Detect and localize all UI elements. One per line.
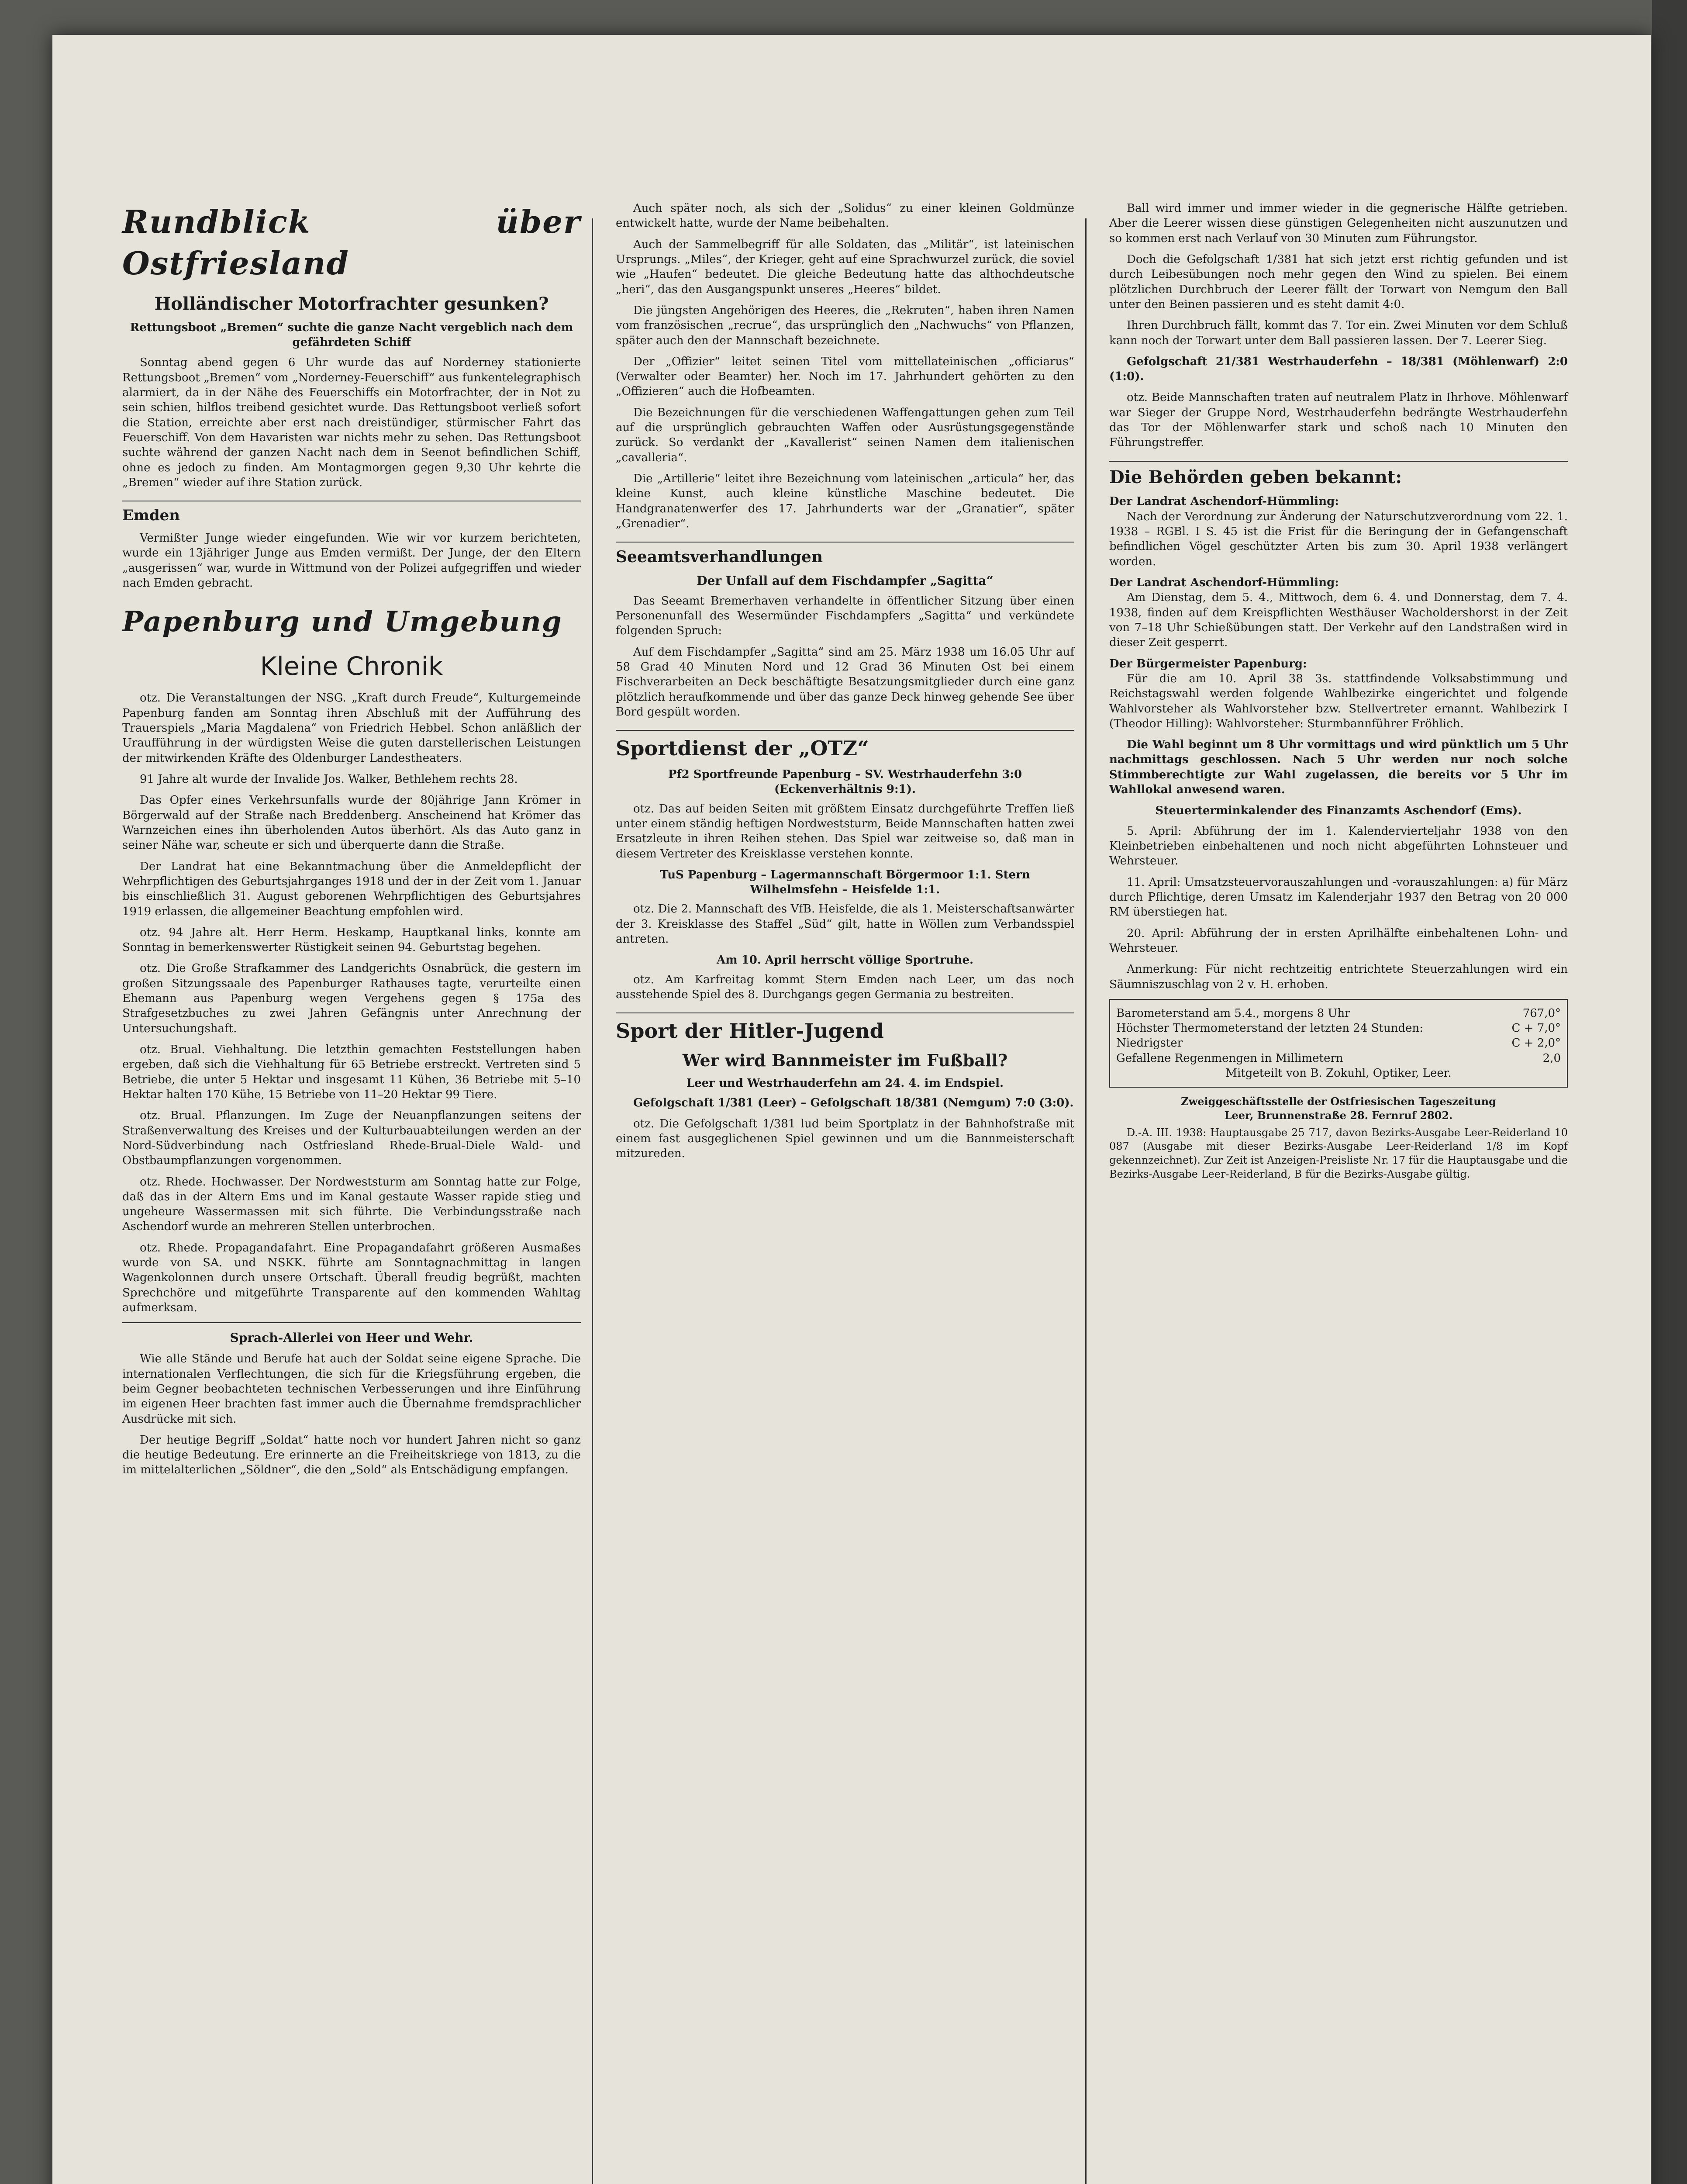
divider <box>122 1322 581 1323</box>
section-title-papenburg: Papenburg und Umgebung <box>122 605 562 639</box>
article-subheadline: Leer und Westrhauderfehn am 24. 4. im Endspiel. <box>686 1077 1004 1090</box>
weather-value: 2,0 <box>1542 1051 1561 1065</box>
article-paragraph: otz. Rhede. Propagandafahrt. Eine Propagandafahrt größeren Ausmaßes wurde von SA. und NSKK. führte am Sonntagnachmittag in langen Wagenkolonnen durch unsere Ortschaft. Überall freudig begrüßt, machten Sprechchöre und mitgeführte Transparente auf den kommenden Wahltag aufmerksam. <box>122 1241 581 1314</box>
weather-credit: Mitgeteilt von B. Zokuhl, Optiker, Leer. <box>1225 1067 1452 1080</box>
article-paragraph: Die jüngsten Angehörigen des Heeres, die „Rekruten“, haben ihren Namen vom französischen „recrue“, das ursprünglich den „Nachwuchs“ von Pflanzen, später auch den der Mannschaft bezeichnete. <box>616 304 1074 347</box>
article-subheadline: Rettungsboot „Bremen“ suchte die ganze Nacht vergeblich nach dem gefährdeten Schiff <box>130 321 573 349</box>
article-paragraph: otz. Die 2. Mannschaft des VfB. Heisfelde, die als 1. Meisterschaftsanwärter der 3. Kreisklasse des Staffel „Süd“ gilt, hatte in Wöllen zum Verbandsspiel antreten. <box>616 902 1074 946</box>
weather-value: C + 7,0° <box>1511 1022 1561 1035</box>
article-paragraph: Das Opfer eines Verkehrsunfalls wurde der 80jährige Jann Krömer in Börgerwald auf der Straße nach Breddenberg. Anscheinend hat Krömer das Warnzeichen eines ihn überholenden Autos überhört. Als das Auto ganz in seiner Nähe war, scheute er sich und überquerte dann die Straße. <box>122 794 581 852</box>
article-paragraph: Das Seeamt Bremerhaven verhandelte in öffentlicher Sitzung über einen Personenunfall des Wesermünder Fischdampfers „Sagitta“ und verkündete folgenden Spruch: <box>616 594 1074 638</box>
sport-notice: Am 10. April herrscht völlige Sportruhe. <box>716 954 974 967</box>
article-paragraph: otz. Am Karfreitag kommt Stern Emden nach Leer, um das noch ausstehende Spiel des 8. Durchgangs gegen Germania zu bestreiten. <box>616 973 1074 1001</box>
article-paragraph: otz. 94 Jahre alt. Herr Herm. Heskamp, Hauptkanal links, konnte am Sonntag in bemerkenswerter Rüstigkeit seinen 94. Geburtstag begehen. <box>122 926 581 954</box>
article-paragraph: Auf dem Fischdampfer „Sagitta“ sind am 25. März 1938 um 16.05 Uhr auf 58 Grad 40 Minuten Nord und 12 Grad 36 Minuten Ost bei einem Fischverarbeiten an Deck beschäftigte Besatzungsmitglieder durch eine ganz plötzlich heraufkommende und über das ganze Deck hinweg gehende See über Bord gespült worden. <box>616 645 1074 719</box>
tax-item: 5. April: Abführung der im 1. Kalendervierteljahr 1938 von den Kleinbetrieben einbehaltenen und noch nicht abgeführten Lohnsteuer und Wehrsteuer. <box>1109 824 1568 868</box>
column-2 <box>616 201 1074 1168</box>
article-paragraph: Die Wahl beginnt um 8 Uhr vormittags und wird pünktlich um 5 Uhr nachmittags geschlossen. Nach 5 Uhr werden nur noch solche Stimmberechtigte zur Wahl zugelassen, die bereits vor 5 Uhr im Wahllokal anwesend waren. <box>1109 738 1568 797</box>
weather-label: Höchster Thermometerstand der letzten 24 Stunden: <box>1116 1022 1424 1035</box>
section-subtitle-chronik: Kleine Chronik <box>260 651 443 681</box>
article-paragraph: Die „Artillerie“ leitet ihre Bezeichnung vom lateinischen „articula“ her, das kleine Kunst, auch kleine künstliche Maschine bedeutet. Die Handgranatenwerfer des 17. Jahrhunderts war der „Granatier“, später „Grenadier“. <box>616 472 1074 530</box>
tax-item: 11. April: Umsatzsteuervorauszahlungen und -vorauszahlungen: a) für März durch Pflichtige, deren Umsatz im Kalenderjahr 1937 den Betrag von 20 000 RM überstiegen hat. <box>1109 875 1568 919</box>
article-headline: Steuerterminkalender des Finanzamts Aschendorf (Ems). <box>1155 804 1522 818</box>
column-rule <box>1085 218 1087 2184</box>
office-heading: Zweiggeschäftsstelle der Ostfriesischen Tageszeitung <box>1181 1095 1496 1108</box>
article-paragraph: otz. Die Große Strafkammer des Landgerichts Osnabrück, die gestern im großen Sitzungssaale des Papenburger Rathauses tagte, verurteilte einen Ehemann aus Papenburg wegen Vergehens gegen § 175a des Strafgesetzbuches zu zwei Jahren Gefängnis unter Anrechnung der Untersuchungshaft. <box>122 962 581 1035</box>
article-headline: Holländischer Motorfrachter gesunken? <box>154 294 549 314</box>
local-heading-emden: Emden <box>122 501 581 525</box>
article-paragraph: 91 Jahre alt wurde der Invalide Jos. Walker, Bethlehem rechts 28. <box>140 773 518 786</box>
column-3 <box>1109 201 1568 1187</box>
office-address: Leer, Brunnenstraße 28. Fernruf 2802. <box>1224 1109 1453 1122</box>
article-paragraph: Wie alle Stände und Berufe hat auch der Soldat seine eigene Sprache. Die internationalen Verflechtungen, die sich für die Kriegsführung ergeben, die beim Gegner beobachteten technischen Verbesserungen und ihre Einführung im eigenen Heer brachten fast immer auch die Übernahme fremdsprachlicher Ausdrücke mit sich. <box>122 1352 581 1426</box>
authority-label: Der Landrat Aschendorf-Hümmling: <box>1109 576 1339 590</box>
section-title-rundblick: Rundblick über Ostfriesland <box>122 203 581 282</box>
weather-label: Gefallene Regenmengen in Millimetern <box>1116 1051 1343 1065</box>
article-paragraph: Auch der Sammelbegriff für alle Soldaten, das „Militär“, ist lateinischen Ursprungs. „Miles“, der Krieger, geht auf eine Sprachwurzel zurück, die soviel wie „Haufen“ bedeutet. Die gleiche Bedeutung hatte das althochdeutsche „heri“, das den Ausgangspunkt unseres „Heeres“ bildet. <box>616 238 1074 296</box>
weather-box <box>1109 999 1568 1088</box>
article-paragraph: otz. Brual. Viehhaltung. Die letzthin gemachten Feststellungen haben ergeben, daß sich die Viehhaltung für 65 Betriebe erstreckt. Vertreten sind 5 Betriebe, die unter 5 Hektar und insgesamt 11 Kühen, 36 Betriebe mit 5–10 Hektar halten 170 Kühe, 15 Betriebe von 11–20 Hektar 99 Tiere. <box>122 1043 581 1101</box>
article-paragraph: Ball wird immer und immer wieder in die gegnerische Hälfte getrieben. Aber die Leerer wissen diese günstigen Gelegenheiten nicht auszunutzen und so kommen erst nach Verlauf von 30 Minuten zum Führungstor. <box>1109 202 1568 245</box>
authority-label: Der Landrat Aschendorf-Hümmling: <box>1109 495 1339 508</box>
weather-value: 767,0° <box>1522 1006 1561 1020</box>
article-paragraph: otz. Rhede. Hochwasser. Der Nordweststurm am Sonntag hatte zur Folge, daß das in der Altern Ems und im Kanal gestaute Wasser rapide stieg und ungeheure Wassermassen mit sich führte. Die Verbindungsstraße nach Aschendorf wurde an mehreren Stellen unterbrochen. <box>122 1175 581 1234</box>
article-headline: Sprach-Allerlei von Heer und Wehr. <box>230 1330 473 1345</box>
section-heading-sport: Sportdienst der „OTZ“ <box>616 730 1074 762</box>
newspaper-page <box>52 35 1651 2184</box>
article-paragraph: Der „Offizier“ leitet seinen Titel vom mittellateinischen „officiarus“ (Verwalter oder Beamter) her. Noch im 17. Jahrhundert gehörten zu den „Offizieren“ auch die Hofbeamten. <box>616 355 1074 398</box>
article-paragraph: otz. Die Gefolgschaft 1/381 lud beim Sportplatz in der Bahnhofstraße mit einem fast ausgeglichenen Spiel gewinnen und um die Bannmeisterschaft mitzureden. <box>616 1117 1074 1161</box>
article-paragraph: Ihren Durchbruch fällt, kommt das 7. Tor ein. Zwei Minuten vor dem Schluß kann noch der Torwart unter dem Ball passieren lassen. Der 7. Leerer Sieg. <box>1109 319 1568 347</box>
tax-item: Anmerkung: Für nicht rechtzeitig entrichtete Steuerzahlungen wird ein Säumniszuschlag von 2 v. H. erhoben. <box>1109 963 1568 991</box>
tax-item: 20. April: Abführung der in ersten Aprilhälfte einbehaltenen Lohn- und Wehrsteuer. <box>1109 926 1568 955</box>
article-paragraph: Auch später noch, als sich der „Solidus“ zu einer kleinen Goldmünze entwickelt hatte, wurde der Name beibehalten. <box>616 202 1074 230</box>
weather-label: Niedrigster <box>1116 1037 1183 1050</box>
article-paragraph: Vermißter Junge wieder eingefunden. Wie wir vor kurzem berichteten, wurde ein 13jähriger Junge aus Emden vermißt. Der Junge, der den Eltern „ausgerissen“ war, wurde in Wittmund von der Polizei aufgegriffen und wieder nach Emden gebracht. <box>122 532 581 590</box>
article-paragraph: otz. Brual. Pflanzungen. Im Zuge der Neuanpflanzungen seitens der Straßenverwaltung des Kreises und der Kulturbauabteilungen werden an der Nord-Südverbindung nach Ostfriesland Rhede-Brual-Diele Wald- und Obstbaumpflanzungen vorgenommen. <box>122 1109 581 1168</box>
article-paragraph: otz. Beide Mannschaften traten auf neutralem Platz in Ihrhove. Möhlenwarf war Sieger der Gruppe Nord, Westrhauderfehn bedrängte Westrhauderfehn das Tor der Möhlenwarfer stark und schoß nach 10 Minuten den Führungstreffer. <box>1109 391 1568 449</box>
article-paragraph: Der Landrat hat eine Bekanntmachung über die Anmeldepflicht der Wehrpflichtigen des Geburtsjahrganges 1918 und der in der Zeit vom 1. Januar bis einschließlich 31. August geborenen Wehrpflichtigen des Geburtsjahres 1919 erlassen, die allgemeiner Beachtung empfohlen wird. <box>122 860 581 918</box>
section-heading-seeamt: Seeamtsverhandlungen <box>616 542 1074 568</box>
section-heading-behoerden: Die Behörden geben bekannt: <box>1109 461 1568 489</box>
office-notice: D.-A. III. 1938: Hauptausgabe 25 717, davon Bezirks-Ausgabe Leer-Reiderland 10 087 (Ausgabe mit dieser Bezirks-Ausgabe Leer-Reiderland 1/8 im Kopf gekennzeichnet). Zur Zeit ist Anzeigen-Preisliste Nr. 17 für die Hauptausgabe und die Bezirks-Ausgabe Leer-Reiderland, B für die Bezirks-Ausgabe gültig. <box>1109 1126 1568 1180</box>
match-result: TuS Papenburg – Lagermannschaft Börgermoor 1:1. Stern Wilhelmsfehn – Heisfelde 1:1. <box>660 868 1030 897</box>
authority-label: Der Bürgermeister Papenburg: <box>1109 657 1307 670</box>
article-paragraph: otz. Die Veranstaltungen der NSG. „Kraft durch Freude“, Kulturgemeinde Papenburg fanden am Sonntag ihren Abschluß mit der Aufführung des Trauerspiels „Maria Magdalena“ von Friedrich Hebbel. Schon anläßlich der Uraufführung in der würdigsten Weise die guten darstellerischen Leistungen der mitwirkenden Kräfte des Oldenburger Landestheaters. <box>122 691 581 765</box>
scan-dark-edge <box>1652 0 1687 2184</box>
article-paragraph: Doch die Gefolgschaft 1/381 hat sich jetzt erst richtig gefunden und ist durch Leibesübungen noch mehr gegen den Wind zu spielen. Bei einem plötzlichen Durchbruch der Leerer fällt der Torwart von Nemgum den Ball unter den Beinen passieren und es steht damit 4:0. <box>1109 252 1568 311</box>
article-paragraph: Am Dienstag, dem 5. 4., Mittwoch, dem 6. 4. und Donnerstag, dem 7. 4. 1938, finden auf dem Kreispflichten Westhäuser Wacholdershorst in der Zeit von 7–18 Uhr Schießübungen statt. Der Verkehr auf den Landstraßen wird in dieser Zeit gesperrt. <box>1109 591 1568 650</box>
section-heading-hj: Sport der Hitler-Jugend <box>616 1013 1074 1044</box>
article-paragraph: Sonntag abend gegen 6 Uhr wurde das auf Norderney stationierte Rettungsboot „Bremen“ vom „Norderney-Feuerschiff“ aus funkentelegraphisch alarmiert, da in der Nähe des Feuerschiffs ein Motorfrachter, der in Not zu sein schien, hilflos treibend gesichtet wurde. Das Rettungsboot verließ sofort die Station, erreichte aber erst nach dreistündiger, stürmischer Fahrt das Feuerschiff. Von dem Havaristen war nichts mehr zu sehen. Das Rettungsboot suchte während der ganzen Nacht nach dem in Seenot befindlichen Schiff, ohne es jedoch zu finden. Am Montagmorgen gegen 9,30 Uhr kehrte die „Bremen“ wieder auf ihre Station zurück. <box>122 356 581 489</box>
article-paragraph: Die Bezeichnungen für die verschiedenen Waffengattungen gehen zum Teil auf die ursprünglich gebrauchten Waffen oder Ausrüstungsgegenstände zurück. So verdankt der „Kavallerist“ seinen Namen dem italienischen „cavalleria“. <box>616 406 1074 464</box>
column-rule <box>592 218 593 2184</box>
article-headline: Wer wird Bannmeister im Fußball? <box>682 1051 1008 1071</box>
weather-value: C + 2,0° <box>1511 1037 1561 1050</box>
article-paragraph: Nach der Verordnung zur Änderung der Naturschutzverordnung vom 22. 1. 1938 – RGBl. I S. 45 ist die Frist für die Beringung der in Gefangenschaft befindlichen Vögel geschützter Arten bis zum 30. April 1938 verlängert worden. <box>1109 510 1568 568</box>
match-result: Gefolgschaft 1/381 (Leer) – Gefolgschaft 18/381 (Nemgum) 7:0 (3:0). <box>633 1096 1074 1109</box>
match-result: Gefolgschaft 21/381 Westrhauderfehn – 18/381 (Möhlenwarf) 2:0 (1:0). <box>1109 355 1568 384</box>
article-paragraph: Für die am 10. April 38 3s. stattfindende Volksabstimmung und Reichstagswahl werden folgende Wahlbezirke eingerichtet und folgende Wahlvorsteher als Wahlvorsteher bzw. Stellvertreter ernannt. Wahlbezirk I (Theodor Hilling): Wahlvorsteher: Sturmbannführer Fröhlich. <box>1109 672 1568 730</box>
column-1 <box>122 201 581 1484</box>
article-paragraph: Der heutige Begriff „Soldat“ hatte noch vor hundert Jahren nicht so ganz die heutige Bedeutung. Ere erinnerte an die Freiheitskriege von 1813, zu die im mittelalterlichen „Söldner“, die den „Sold“ als Entschädigung empfangen. <box>122 1433 581 1477</box>
article-headline: Der Unfall auf dem Fischdampfer „Sagitta“ <box>697 573 994 588</box>
weather-label: Barometerstand am 5.4., morgens 8 Uhr <box>1116 1006 1350 1020</box>
article-paragraph: otz. Das auf beiden Seiten mit größtem Einsatz durchgeführte Treffen ließ unter einem ständig heftigen Nordweststurm, Beide Mannschaften hatten zwei Ersatzleute in ihren Reihen stehen. Das Spiel war zeitweise so, daß man in diesem Vertreter des Kreisklasse verstehen konnte. <box>616 802 1074 860</box>
match-result: Pf2 Sportfreunde Papenburg – SV. Westrhauderfehn 3:0 (Eckenverhältnis 9:1). <box>668 767 1022 796</box>
